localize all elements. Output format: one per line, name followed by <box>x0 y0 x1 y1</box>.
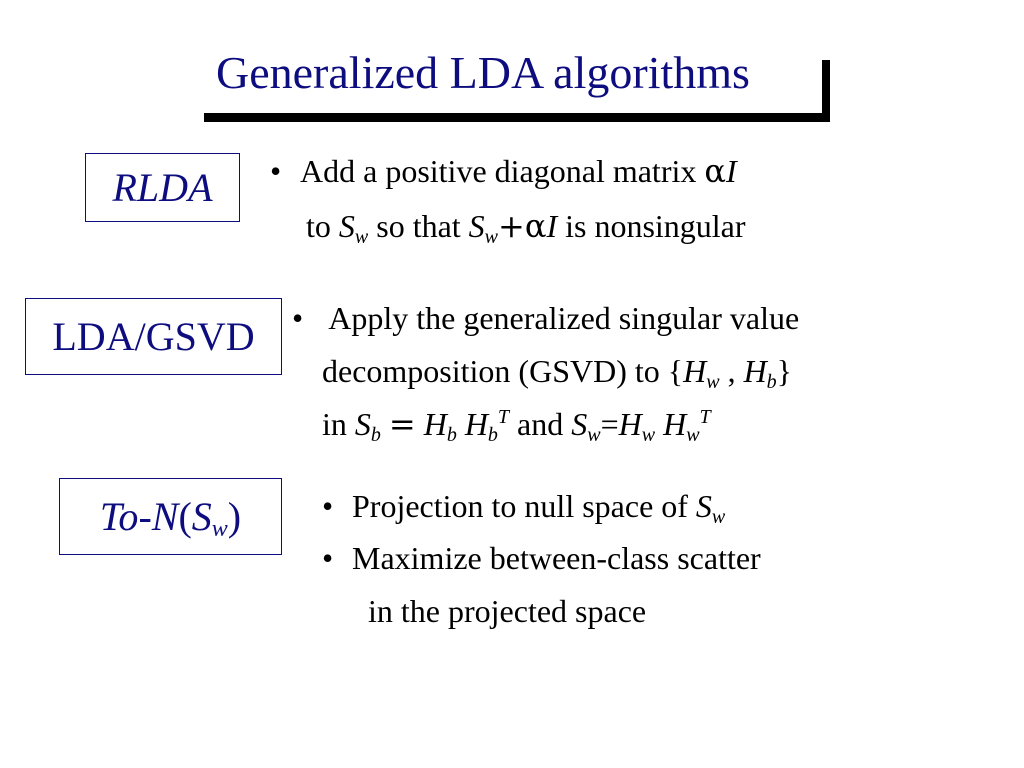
bullet-marker: • <box>292 300 304 336</box>
to-null-space-label: $To-N(S_w)$ <box>99 494 242 542</box>
title-underline-tick <box>822 60 830 120</box>
rlda-bullet-line-2: to Sw so that Sw+αI is nonsingular <box>306 207 746 248</box>
null-space-bullet-2-continuation: in the projected space <box>368 593 647 629</box>
gsvd-bullet-line-3: in Sb = Hb $Hb^T$ and Sw=Hw $Hw^T$ <box>322 405 711 446</box>
rlda-label: RLDA <box>112 165 213 210</box>
gsvd-bullet-line-1: • Apply the generalized singular value <box>292 300 800 336</box>
to-null-space-label-box <box>59 478 282 555</box>
lda-gsvd-label: LDA/GSVD <box>52 314 255 359</box>
null-space-bullet-2: • Maximize between-class scatter <box>322 540 761 576</box>
rlda-label-box <box>85 153 240 222</box>
null-space-bullet-1: • Projection to null space of Sw <box>322 488 726 528</box>
lda-gsvd-label-box <box>25 298 282 375</box>
bullet-marker: • <box>270 153 282 189</box>
bullet-marker: • <box>322 488 334 524</box>
rlda-bullet-line-1: • Add a positive diagonal matrix αI <box>270 152 737 190</box>
gsvd-bullet-line-2: decomposition (GSVD) to {Hw , Hb} <box>322 353 793 393</box>
slide-title: Generalized LDA algorithms <box>216 47 750 98</box>
bullet-marker: • <box>322 540 334 576</box>
title-underline <box>204 113 830 122</box>
